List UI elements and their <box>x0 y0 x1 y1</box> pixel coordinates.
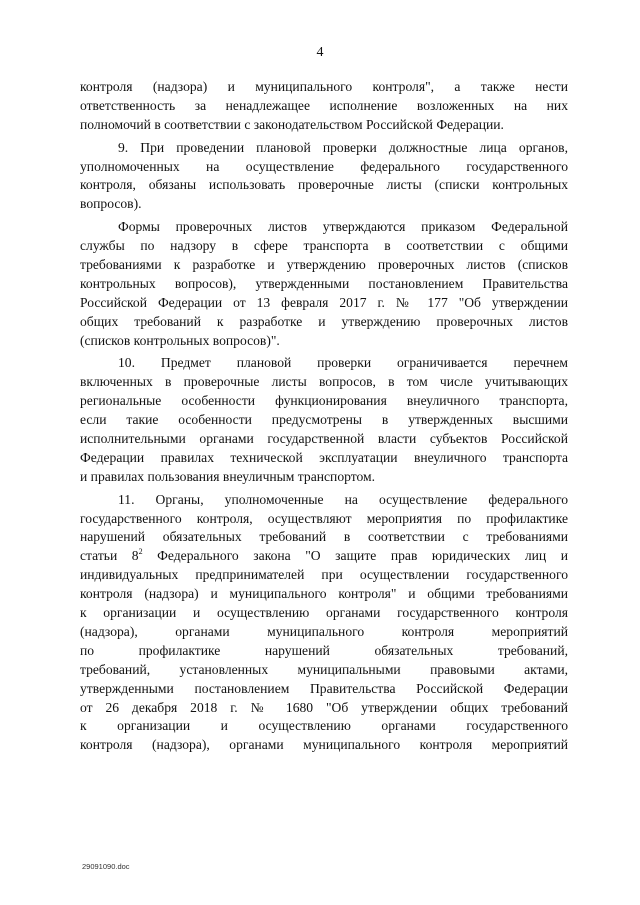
text-line: утвержденными постановлением Правительства Российской Федерации <box>80 680 568 696</box>
text-line: нарушений обязательных требований в соответствии с требованиями <box>80 529 568 545</box>
text-line: государственного контроля, осуществляют мероприятия по профилактике <box>80 510 568 526</box>
text-line: к организации и осуществлению органами государственного <box>80 718 568 734</box>
text-line: индивидуальных предпринимателей при осуществлении государственного <box>80 567 568 583</box>
text-line: контрольных вопросов), утвержденными постановлением Правительства <box>80 275 568 291</box>
text-line: Российской Федерации от 13 февраля 2017 г. № 177 "Об утверждении <box>80 294 568 310</box>
superscript: 2 <box>138 547 143 557</box>
text-line: контроля (надзора) и муниципального контроля" и общими требованиями <box>80 586 568 602</box>
text-line: региональные особенности функционирования внеуличного транспорта, <box>80 393 568 409</box>
text-line: контроля (надзора), органами муниципального контроля мероприятий <box>80 737 568 753</box>
text-line: вопросов). <box>80 196 142 212</box>
text-line: контроля (надзора) и муниципального контроля", а также нести <box>80 79 568 94</box>
text-segment: Федерального закона "О защите прав юридических лиц и <box>142 548 568 564</box>
text-line: к организации и осуществлению органами государственного контроля <box>80 605 568 621</box>
text-line: по профилактике нарушений обязательных требований, <box>80 642 568 658</box>
text-line: (списков контрольных вопросов)". <box>80 332 280 348</box>
text-line: (надзора), органами муниципального контроля мероприятий <box>80 623 568 639</box>
text-line: общих требований к разработке и утверждению проверочных листов <box>80 313 568 329</box>
text-line: требованиями к разработке и утверждению проверочных листов (списков <box>80 257 568 273</box>
text-line: 11. Органы, уполномоченные на осуществление федерального <box>118 491 568 507</box>
text-line: уполномоченных на осуществление федерального государственного <box>80 158 568 174</box>
text-line: Федерации правилах технической эксплуатации внеуличного транспорта <box>80 449 568 465</box>
text-line: Формы проверочных листов утверждаются приказом Федеральной <box>118 219 568 235</box>
footer-file-name: 29091090.doc <box>82 862 130 871</box>
text-line: 9. При проведении плановой проверки должностные лица органов, <box>118 139 568 155</box>
page-number: 4 <box>316 45 324 60</box>
text-line: ответственность за ненадлежащее исполнение возложенных на них <box>80 97 568 113</box>
text-line: контроля, обязаны использовать проверочные листы (списки контрольных <box>80 177 568 193</box>
document-body <box>80 78 568 755</box>
text-line: от 26 декабря 2018 г. № 1680 "Об утверждении общих требований <box>80 699 568 715</box>
text-line: включенных в проверочные листы вопросов, в том числе учитывающих <box>80 374 568 390</box>
text-line-with-superscript <box>80 547 568 566</box>
text-line: если такие особенности предусмотрены в утвержденных высшими <box>80 412 568 428</box>
text-line: и правилах пользования внеуличным транспортом. <box>80 468 376 484</box>
text-line: службы по надзору в сфере транспорта в соответствии с общими <box>80 238 568 254</box>
text-line: требований, установленных муниципальными правовыми актами, <box>80 661 568 677</box>
text-line: полномочий в соответствии с законодательством Российской Федерации. <box>80 116 504 132</box>
text-line: исполнительными органами государственной власти субъектов Российской <box>80 431 568 447</box>
text-segment: статьи 8 <box>80 548 139 564</box>
text-line: 10. Предмет плановой проверки ограничивается перечнем <box>118 355 568 371</box>
